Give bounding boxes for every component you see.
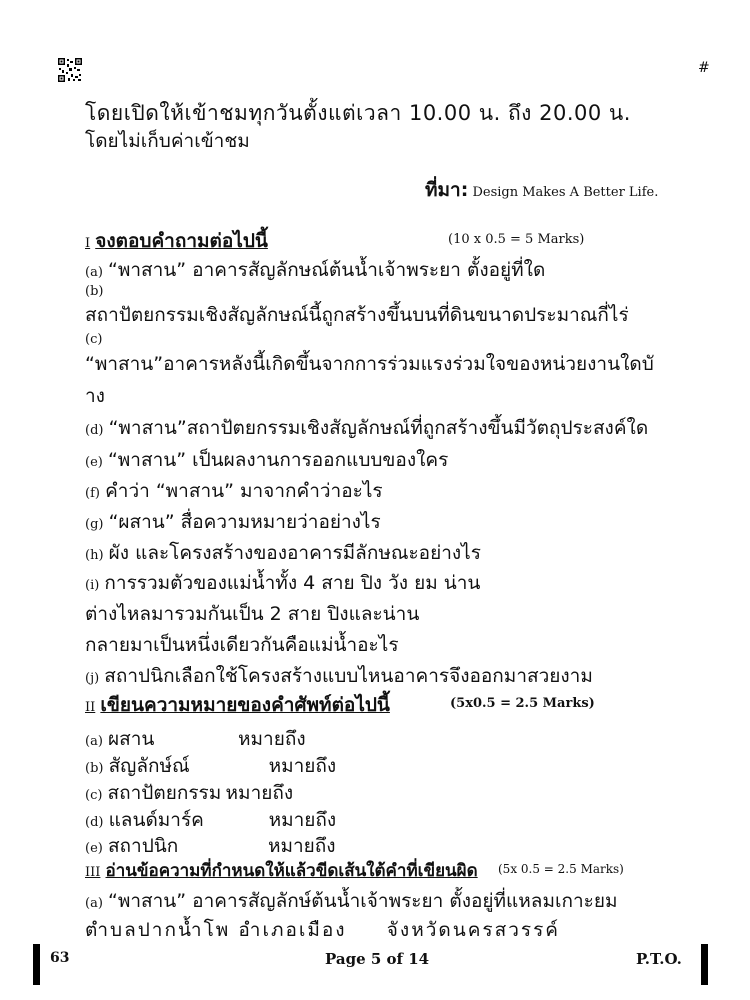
footer-page-number: Page 5 of 14 bbox=[325, 950, 430, 968]
qr-code-icon bbox=[57, 57, 83, 83]
question-b-label: (b) bbox=[85, 284, 104, 299]
source-citation bbox=[425, 175, 658, 205]
term-b-word: สัญลักษ์ณ์ bbox=[108, 755, 190, 777]
section-1-title: จงตอบคำถามต่อไปนี้ bbox=[95, 230, 268, 252]
source-text: Design Makes A Better Life. bbox=[468, 185, 659, 200]
section-2-heading bbox=[85, 690, 390, 720]
term-c bbox=[85, 778, 293, 808]
section-3-heading bbox=[85, 857, 478, 884]
footer-left-bar bbox=[33, 944, 40, 985]
footer-right-bar bbox=[701, 944, 708, 985]
term-e-label: (e) bbox=[85, 841, 103, 856]
question-g bbox=[85, 507, 381, 537]
source-label: ที่มา: bbox=[425, 179, 469, 201]
question-f bbox=[85, 476, 383, 506]
term-e-means: หมายถึง bbox=[267, 835, 336, 857]
term-b bbox=[85, 751, 336, 781]
question-i-label: (i) bbox=[85, 578, 100, 593]
question-j bbox=[85, 661, 593, 691]
question-c-text-2: าง bbox=[85, 385, 105, 407]
section-3-marks: (5x 0.5 = 2.5 Marks) bbox=[498, 862, 624, 876]
question-i-text-1: การรวมตัวของแม่น้ำทั้ง 4 สาย ปิง วัง ยม น่าน bbox=[104, 572, 481, 594]
term-e-word: สถาปนิก bbox=[107, 835, 179, 857]
term-c-word: สถาปัตยกรรม bbox=[107, 782, 222, 804]
section-2-title: เขียนความหมายของคำศัพท์ต่อไปนี้ bbox=[100, 694, 390, 716]
question-f-text: คำว่า “พาสาน” มาจากคำว่าอะไร bbox=[105, 480, 383, 502]
question-c-text-1: “พาสาน”อาคารหลังนี้เกิดขึ้นจากการร่วมแรงร่วมใจของหน่วยงานใดบั bbox=[85, 353, 654, 375]
question-b-text: สถาปัตยกรรมเชิงสัญลักษณ์นี้ถูกสร้างขึ้นบนที่ดินขนาดประมาณกี่ไร่ bbox=[85, 304, 629, 326]
question-g-label: (g) bbox=[85, 517, 104, 532]
question-e-text: “พาสาน” เป็นผลงานการออกแบบของใคร bbox=[107, 449, 449, 471]
question-d bbox=[85, 413, 648, 443]
term-a-means: หมายถึง bbox=[238, 728, 306, 750]
term-c-means: หมายถึง bbox=[225, 782, 294, 804]
question-g-text: “ผสาน” สื่อความหมายว่าอย่างไร bbox=[108, 511, 381, 533]
section-1-numeral: I bbox=[85, 236, 91, 251]
question-i-text-3: กลายมาเป็นหนึ่งเดียวกันคือแม่น้ำอะไร bbox=[85, 634, 399, 656]
term-a-label: (a) bbox=[85, 734, 103, 749]
passage-a bbox=[85, 886, 618, 916]
question-d-text: “พาสาน”สถาปัตยกรรมเชิงสัญลักษณ์ที่ถูกสร้างขึ้นมีวัตถุประสงค์ใด bbox=[108, 417, 649, 439]
footer-pto: P.T.O. bbox=[636, 950, 682, 968]
question-i bbox=[85, 568, 480, 598]
question-c-label: (c) bbox=[85, 332, 103, 347]
question-a-text: “พาสาน” อาคารสัญลักษณ์ต้นน้ำเจ้าพระยา ตั้งอยู่ที่ใด bbox=[108, 259, 546, 281]
question-h-text: ผัง และโครงสร้างของอาคารมีลักษณะอย่างไร bbox=[108, 542, 481, 564]
passage-a-label: (a) bbox=[85, 896, 103, 911]
term-b-label: (b) bbox=[85, 761, 104, 776]
question-j-text: สถาปนิกเลือกใช้โครงสร้างแบบไหนอาคารจึงออกมาสวยงาม bbox=[104, 665, 593, 687]
question-d-label: (d) bbox=[85, 423, 104, 438]
question-h bbox=[85, 538, 481, 568]
term-d-word: แลนด์มาร์ค bbox=[108, 809, 204, 831]
term-c-label: (c) bbox=[85, 788, 103, 803]
term-a-word: ผสาน bbox=[108, 728, 155, 750]
passage-a-line-2: ตำบลปากน้ำโพ อำเภอเมือง จังหวัดนครสวรรค์ bbox=[85, 919, 561, 941]
question-f-label: (f) bbox=[85, 486, 100, 501]
term-d-label: (d) bbox=[85, 815, 104, 830]
section-2-numeral: II bbox=[85, 700, 96, 715]
intro-line-2: โดยไม่เก็บค่าเข้าชม bbox=[85, 130, 250, 152]
term-b-means: หมายถึง bbox=[268, 755, 337, 777]
term-d-means: หมายถึง bbox=[268, 809, 337, 831]
question-a bbox=[85, 255, 545, 285]
question-e-label: (e) bbox=[85, 455, 103, 470]
page-hash-mark: # bbox=[698, 60, 710, 76]
footer-code: 63 bbox=[50, 950, 70, 966]
section-1-heading bbox=[85, 226, 268, 256]
section-1-marks: (10 x 0.5 = 5 Marks) bbox=[448, 232, 585, 247]
question-j-label: (j) bbox=[85, 671, 100, 686]
section-3-numeral: III bbox=[85, 865, 101, 880]
passage-a-line-1: “พาสาน” อาคารสัญลักษ์ต้นน้ำเจ้าพระยา ตั้งอยู่ที่แหลมเกาะยม bbox=[108, 890, 618, 912]
section-2-marks: (5x0.5 = 2.5 Marks) bbox=[450, 696, 595, 711]
intro-line-1: โดยเปิดให้เข้าชมทุกวันตั้งแต่เวลา 10.00 น. ถึง 20.00 น. bbox=[85, 101, 631, 125]
question-e bbox=[85, 445, 448, 475]
section-3-title: อ่านข้อความที่กำหนดให้แล้วขีดเส้นใต้คำที่เขียนผิด bbox=[105, 861, 478, 881]
question-h-label: (h) bbox=[85, 548, 104, 563]
question-i-text-2: ต่างไหลมารวมกันเป็น 2 สาย ปิงและน่าน bbox=[85, 603, 420, 625]
question-a-label: (a) bbox=[85, 265, 103, 280]
term-a bbox=[85, 724, 306, 754]
